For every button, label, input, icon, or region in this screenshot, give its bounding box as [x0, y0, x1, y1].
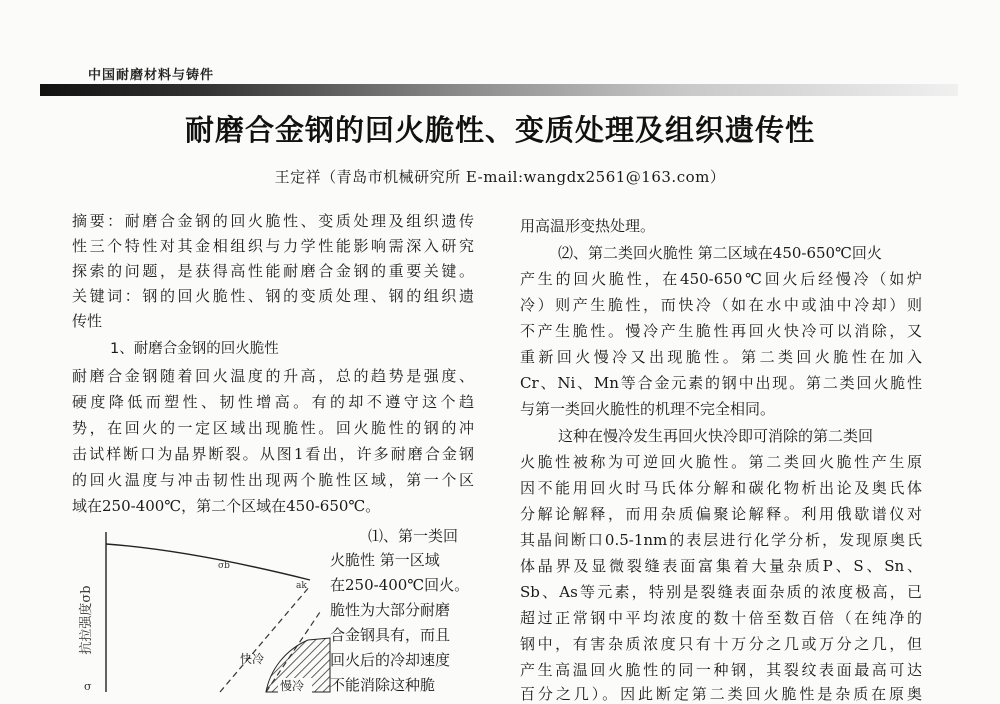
right-line-8: 与第一类回火脆性的机理不完全相同。: [520, 400, 776, 418]
figure-1-graphic: [70, 520, 332, 692]
right-line-2: ⑵、第二类回火脆性 第二区域在450-650℃回火: [558, 244, 882, 262]
figure-side-line-6: 回火后的冷却速度: [330, 651, 451, 669]
right-line-4: 冷）则产生脆性，而快冷（如在水中或油中冷却）则: [520, 296, 922, 314]
right-line-11: 因不能用回火时马氏体分解和碳化物析出论及奥氏体: [520, 479, 922, 497]
author-line: 王定祥（青岛市机械研究所 E-mail:wangdx2561@163.com）: [274, 168, 726, 186]
figure-side-line-7: 不能消除这种脆: [330, 676, 436, 694]
figure-side-line-1: ⑴、第一类回: [368, 527, 459, 545]
y-axis-label-2: σ: [84, 680, 92, 693]
right-line-17: 钢中，有害杂质浓度只有十万分之几或万分之几，但: [520, 635, 922, 653]
figure-1: [70, 520, 332, 692]
y-axis-label: 抗拉强度σb: [79, 585, 94, 655]
journal-name: 中国耐磨材料与铸件: [88, 68, 215, 83]
body-line-3: 势，在回火的一定区域出现脆性。回火脆性的钢的冲: [72, 419, 474, 437]
right-line-5: 不产生脆性。慢冷产生脆性再回火快冷可以消除，又: [520, 322, 922, 340]
body-line-6: 域在250-400℃，第二个区域在450-650℃。: [72, 497, 381, 515]
right-line-12: 分解论解释，而用杂质偏聚论解释。利用俄歇谱仪对: [520, 505, 922, 523]
right-line-14: 体晶界及显微裂缝表面富集着大量杂质P、S、Sn、: [520, 557, 922, 575]
right-line-18: 产生高温回火脆性的同一种钢，其裂纹表面最高可达: [520, 661, 922, 679]
right-line-7: Cr、Ni、Mn等合金元素的钢中出现。第二类回火脆性: [520, 374, 922, 392]
header-gradient-band: [40, 84, 958, 96]
right-line-9: 这种在慢冷发生再回火快冷即可消除的第二类回: [558, 427, 874, 445]
right-line-1: 用高温形变热处理。: [520, 217, 656, 235]
right-line-3: 产生的回火脆性，在450-650℃回火后经慢冷（如炉: [520, 270, 922, 288]
slow-cool-label: 慢冷: [280, 679, 305, 693]
right-line-15: Sb、As等元素，特别是裂缝表面杂质的浓度极高，已: [520, 583, 922, 601]
body-line-4: 击试样断口为晶界断裂。从图1看出，许多耐磨合金钢: [72, 445, 474, 463]
right-line-6: 重新回火慢冷又出现脆性。第二类回火脆性在加入: [520, 348, 922, 366]
article-title: 耐磨合金钢的回火脆性、变质处理及组织遗传性: [184, 113, 815, 147]
body-line-2: 硬度降低而塑性、韧性增高。有的却不遵守这个趋: [72, 393, 474, 411]
right-line-19: 百分之几）。因此断定第二类回火脆性是杂质在原奥: [520, 685, 922, 703]
figure-side-line-4: 脆性为大部分耐磨: [330, 601, 451, 619]
figure-side-line-5: 合金钢具有，而且: [330, 626, 451, 644]
abstract-line-2: 性三个特性对其金相组织与力学性能影响需深入研究: [72, 237, 474, 255]
keywords-line-1: 关键词：钢的回火脆性、钢的变质处理、钢的组织遗: [72, 287, 474, 305]
figure-side-line-3: 在250-400℃回火。: [330, 576, 470, 594]
toughness-curve-label: ak: [296, 581, 307, 591]
keywords-line-2: 传性: [72, 312, 103, 330]
figure-side-line-2: 火脆性 第一区域: [330, 551, 440, 569]
abstract-line-1: 摘要：耐磨合金钢的回火脆性、变质处理及组织遗传: [72, 212, 474, 230]
right-line-10: 火脆性被称为可逆回火脆性。第二类回火脆性产生原: [520, 453, 922, 471]
right-line-13: 其晶间断口0.5-1nm的表层进行化学分析，发现原奥氏: [520, 531, 922, 549]
body-line-5: 的回火温度与冲击韧性出现两个脆性区域，第一个区: [72, 471, 474, 489]
strength-curve: [106, 544, 310, 580]
body-line-1: 耐磨合金钢随着回火温度的升高，总的趋势是强度、: [72, 367, 474, 385]
abstract-line-3: 探索的问题，是获得高性能耐磨合金钢的重要关键。: [72, 262, 474, 280]
section-heading-1: 1、耐磨合金钢的回火脆性: [110, 341, 279, 357]
fast-cool-label: 快冷: [240, 652, 265, 666]
strength-curve-label: σb: [218, 561, 230, 571]
right-line-16: 超过正常钢中平均浓度的数十倍至数百倍（在纯净的: [520, 609, 922, 627]
